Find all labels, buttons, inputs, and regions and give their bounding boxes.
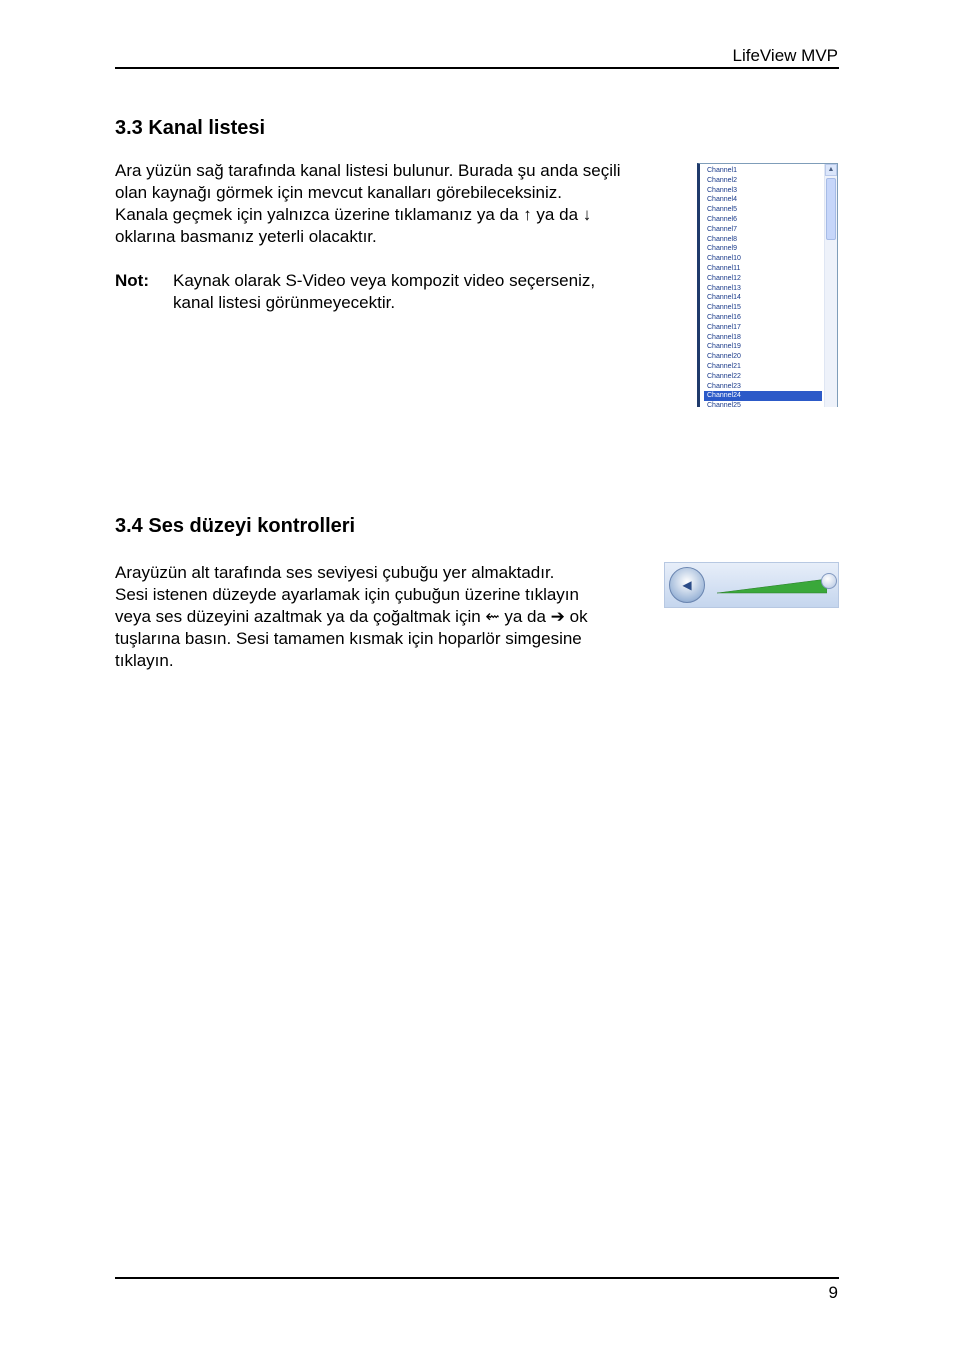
channel-list-item[interactable]: Channel20 bbox=[707, 353, 741, 361]
channel-list-item[interactable]: Channel24 bbox=[704, 391, 822, 401]
text-line: oklarına basmanız yeterli olacaktır. bbox=[115, 227, 377, 246]
page-header-title: LifeView MVP bbox=[732, 46, 838, 65]
channel-list-item[interactable]: Channel5 bbox=[707, 206, 737, 214]
channel-list-item[interactable]: Channel18 bbox=[707, 333, 741, 341]
volume-level-fill bbox=[717, 579, 827, 593]
channel-items bbox=[704, 166, 822, 407]
channel-list-item[interactable]: Channel25 bbox=[707, 402, 741, 407]
scroll-up-arrow-icon[interactable]: ▲ bbox=[825, 164, 837, 176]
channel-list-item[interactable]: Channel2 bbox=[707, 176, 737, 184]
channel-list-item[interactable]: Channel8 bbox=[707, 235, 737, 243]
section-heading-ses: 3.4 Ses düzeyi kontrolleri bbox=[115, 515, 356, 537]
channel-list[interactable] bbox=[697, 163, 838, 407]
channel-list-item[interactable]: Channel14 bbox=[707, 294, 741, 302]
text-line: olan kaynağı görmek için mevcut kanalları görebileceksiniz. bbox=[115, 183, 562, 202]
channel-list-item[interactable]: Channel22 bbox=[707, 372, 741, 380]
channel-list-item[interactable]: Channel17 bbox=[707, 323, 741, 331]
channel-list-item[interactable]: Channel12 bbox=[707, 274, 741, 282]
note-label: Not: bbox=[115, 271, 149, 290]
text-line: Sesi istenen düzeyde ayarlamak için çubuğun üzerine tıklayın bbox=[115, 585, 579, 604]
text-line: tuşlarına basın. Sesi tamamen kısmak için hoparlör simgesine bbox=[115, 629, 582, 648]
text-line: Kaynak olarak S-Video veya kompozit video seçerseniz, bbox=[173, 271, 596, 290]
footer-rule bbox=[115, 1277, 839, 1279]
text-line: veya ses düzeyini azaltmak ya da çoğaltmak için ⇜ ya da ➔ ok bbox=[115, 607, 588, 626]
channel-list-item[interactable]: Channel11 bbox=[707, 264, 741, 272]
header-rule bbox=[115, 67, 839, 69]
volume-slider-knob[interactable] bbox=[821, 573, 837, 589]
note-text bbox=[173, 270, 673, 314]
text-line: Ara yüzün sağ tarafında kanal listesi bulunur. Burada şu anda seçili bbox=[115, 161, 621, 180]
channel-list-item[interactable]: Channel4 bbox=[707, 196, 737, 204]
channel-list-item[interactable]: Channel10 bbox=[707, 255, 741, 263]
channel-list-item[interactable]: Channel21 bbox=[707, 362, 741, 370]
channel-list-item[interactable]: Channel15 bbox=[707, 304, 741, 312]
channel-list-item[interactable]: Channel6 bbox=[707, 215, 737, 223]
kanal-paragraph bbox=[115, 160, 690, 248]
text-line: kanal listesi görünmeyecektir. bbox=[173, 293, 396, 312]
channel-list-item[interactable]: Channel3 bbox=[707, 186, 737, 194]
channel-list-item[interactable]: Channel1 bbox=[707, 167, 737, 174]
section-heading-kanal: 3.3 Kanal listesi bbox=[115, 117, 266, 139]
channel-list-item[interactable]: Channel7 bbox=[707, 225, 737, 233]
text-line: Arayüzün alt tarafında ses seviyesi çubuğu yer almaktadır. bbox=[115, 563, 555, 582]
text-line: tıklayın. bbox=[115, 651, 174, 670]
text-line: Kanala geçmek için yalnızca üzerine tıklamanız ya da ↑ ya da ↓ bbox=[115, 205, 592, 224]
channel-list-scrollbar[interactable] bbox=[824, 164, 837, 407]
ses-paragraph bbox=[115, 562, 690, 672]
speaker-mute-button[interactable] bbox=[669, 567, 705, 603]
channel-list-item[interactable]: Channel23 bbox=[707, 382, 741, 390]
page-number: 9 bbox=[828, 1283, 838, 1302]
channel-list-item[interactable]: Channel19 bbox=[707, 343, 741, 351]
speaker-icon: ◀ bbox=[682, 578, 692, 592]
scroll-thumb[interactable] bbox=[826, 178, 836, 240]
volume-bar bbox=[664, 562, 839, 608]
volume-slider-track[interactable] bbox=[717, 573, 827, 597]
channel-list-item[interactable]: Channel13 bbox=[707, 284, 741, 292]
channel-list-item[interactable]: Channel9 bbox=[707, 245, 737, 253]
channel-list-item[interactable]: Channel16 bbox=[707, 313, 741, 321]
